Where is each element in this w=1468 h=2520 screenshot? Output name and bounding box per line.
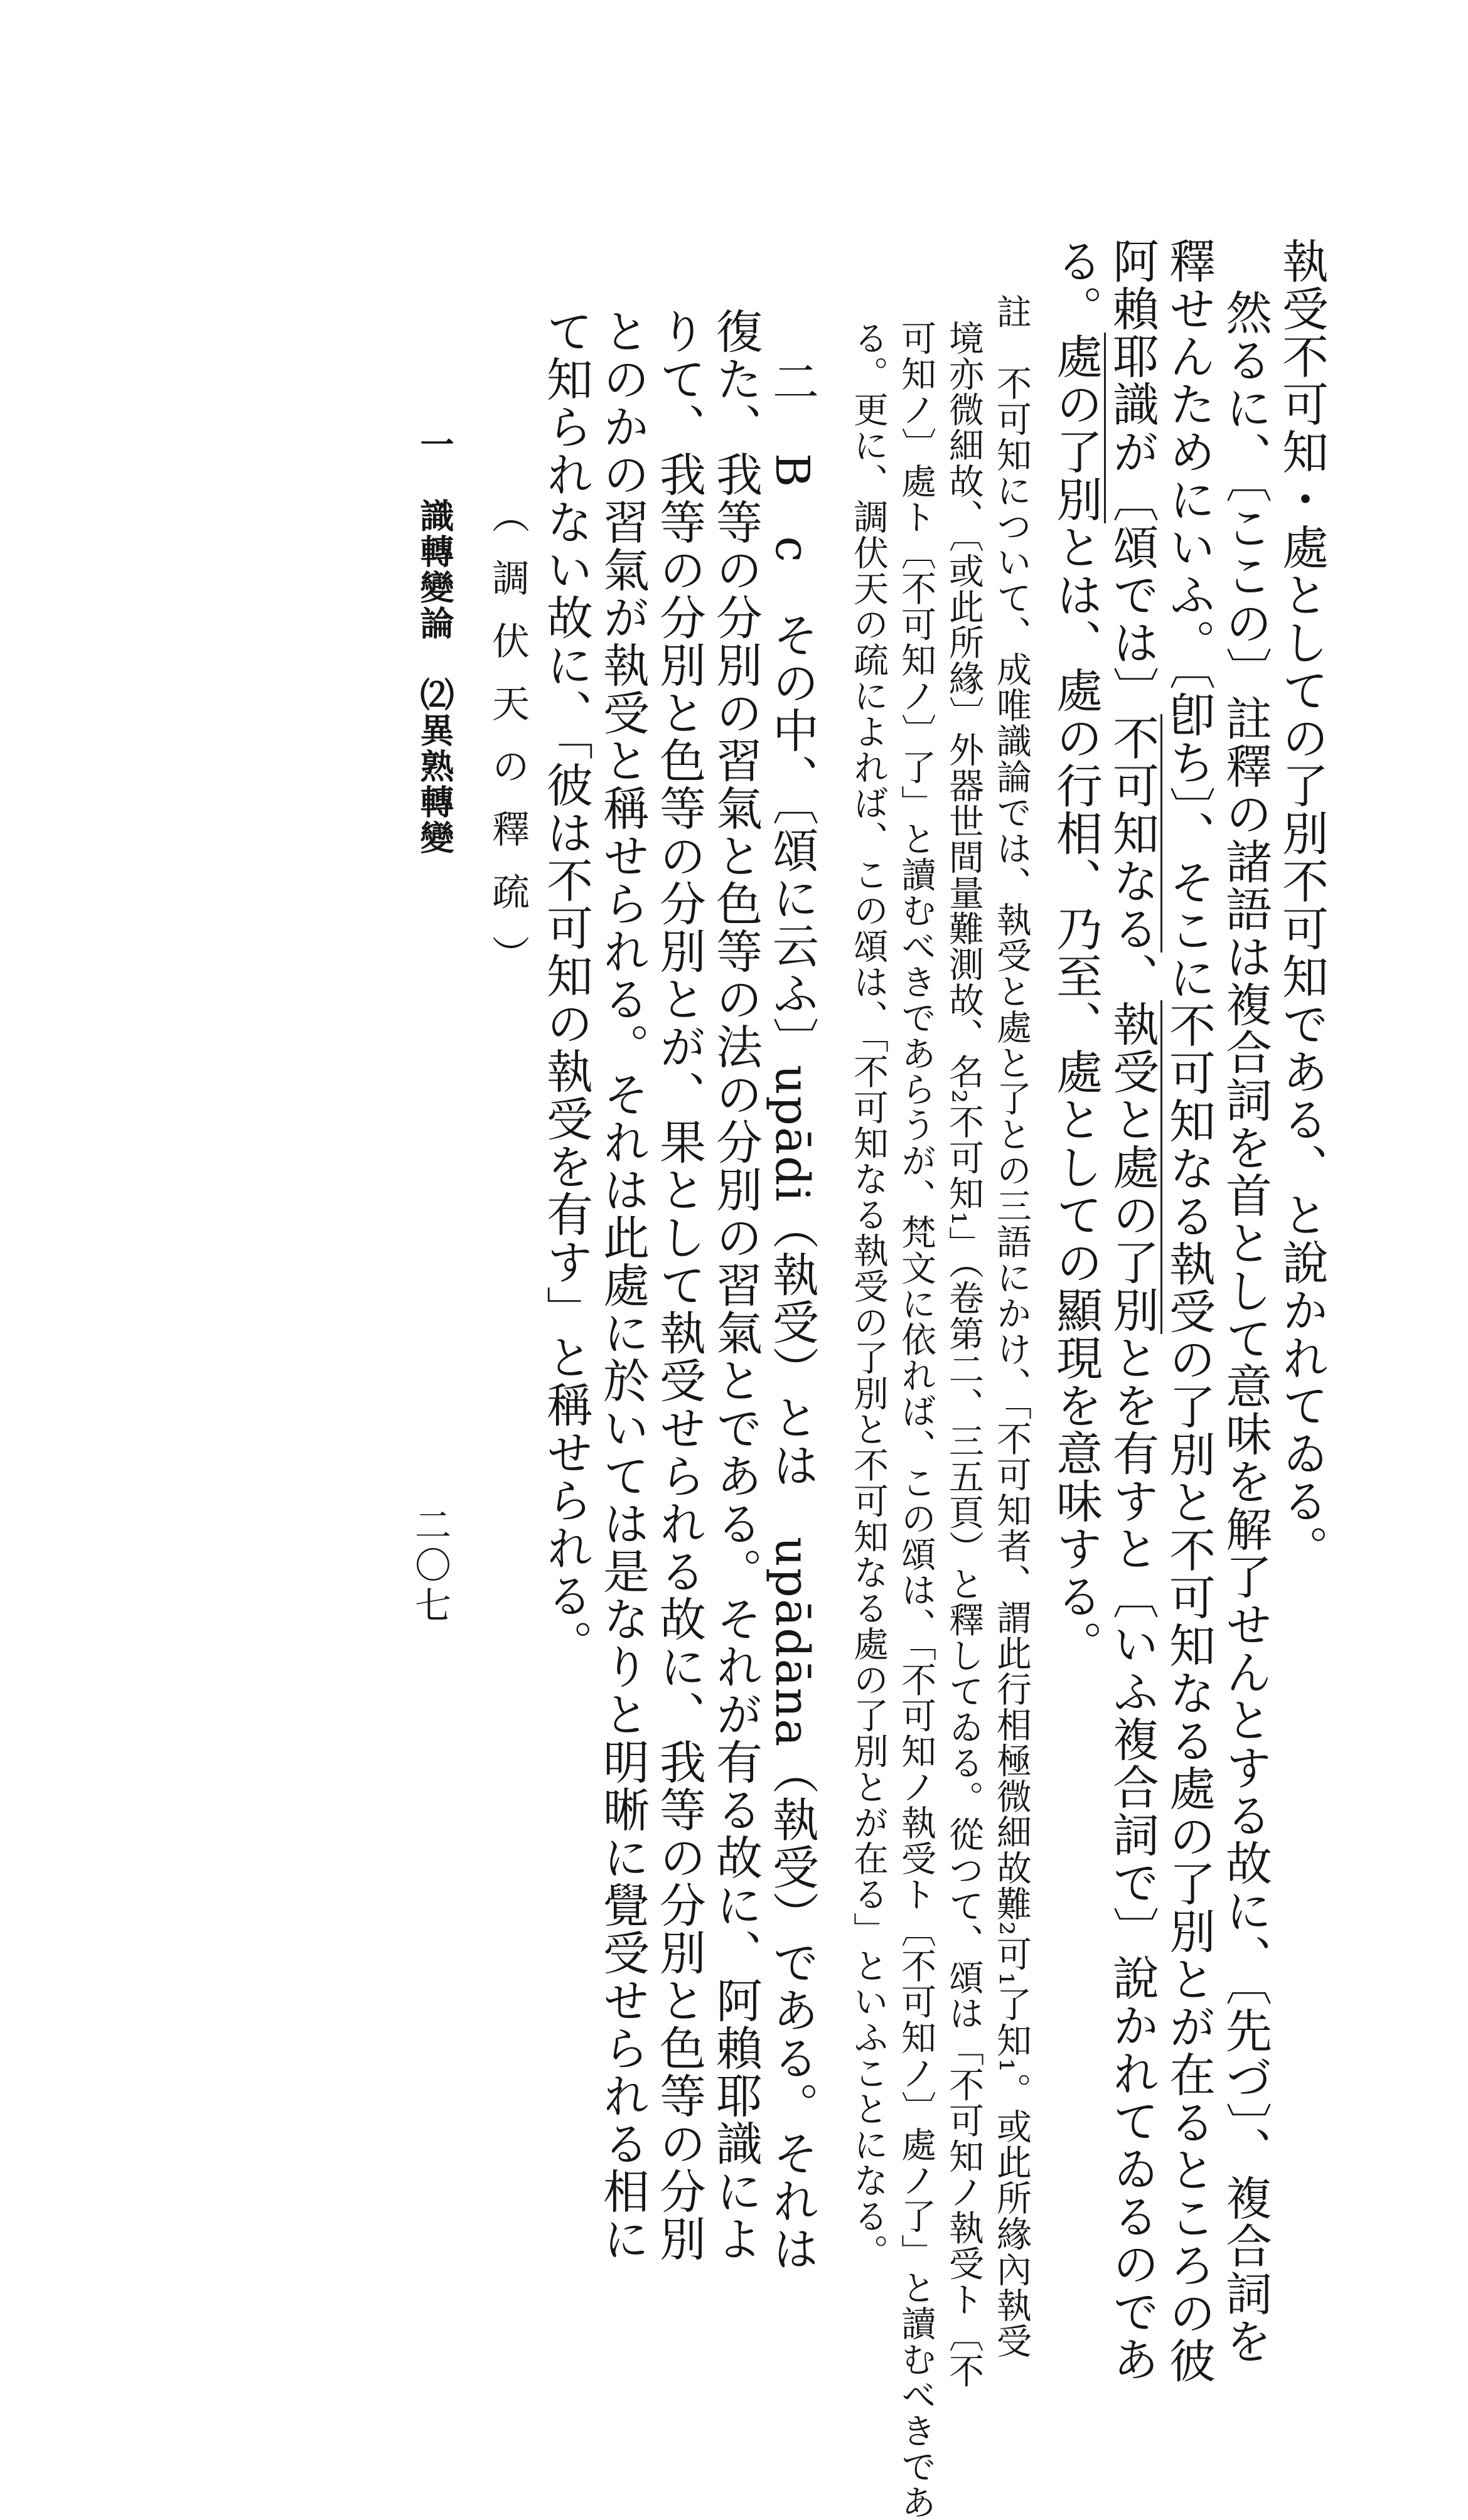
- section-line-3: りて、我等の分別と色等の分別とが、果として執受せられる故に、我等の分別と色等の分別: [652, 307, 706, 2263]
- footnote-line-2: 境亦微細故、〔或此所緣〕外器世間量難測故、名₂不可知₁」（卷第二、三五頁）と釋してゐる。從つて、頌は「不可知ノ執受ト〔不: [943, 320, 984, 2389]
- footnote-line-1: 註 不可知について、成唯識論では、執受と處と了との三語にかけ、「不可知者、謂此行相極微細故難₂可₁了知₁。或此所緣內執受: [991, 294, 1032, 2359]
- footnote-line-3: 可知ノ〕處ト〔不可知ノ〕了」と讀むべきであらうが、梵文に依れば、この頌は、「不可知ノ執受ト〔不可知ノ〕處ノ了」と讀むべきであ: [896, 320, 936, 2520]
- section-heading-line: 二 B c その中、〔頌に云ふ〕upādi（執受）とは upādāna（執受）である。それは: [765, 358, 819, 2273]
- body-line-2: 然るに、〔ここの〕註釋の諸語は複合詞を首として意味を解了せんとする故に、〔先づ〕、複合詞を: [1218, 289, 1272, 2365]
- body-line-4-c: とを有すと〔いふ複合詞で〕說かれてゐるのであ: [1105, 1334, 1159, 2383]
- running-header: 一 識轉變論 ⑵異熟轉變: [415, 427, 454, 856]
- body-line-3: 釋せんためにいふ。〔卽ち〕、そこに不可知なる執受の了別と不可知なる處の了別とが在るところの彼: [1162, 237, 1216, 2384]
- body-line-1: 執受不可知・處としての了別不可知である、と說かれてゐる。: [1275, 237, 1329, 1572]
- body-line-4-underlined-1: 不可知なる: [1105, 714, 1162, 953]
- body-line-5-b: とは、處の行相、乃至、處としての顯現を意味する。: [1049, 523, 1103, 1668]
- section-subtitle: （調伏天の釋疏）: [486, 496, 530, 998]
- section-line-5: て知られない故に、「彼は不可知の執受を有す」と稱せられる。: [539, 307, 593, 1667]
- section-line-4: とのかの習氣が執受と稱せられる。それは此處に於いては是なりと明晰に覺受せられる相に: [596, 307, 650, 2263]
- footnote-line-4: る。更に、調伏天の疏によれば、この頌は、「不可知なる執受の了別と不可知なる處の了別とが在る」といふことになる。: [848, 320, 889, 2270]
- body-line-4-underlined-2: 執受と處の了別: [1105, 1000, 1162, 1334]
- section-line-2: 復た、我等の分別の習氣と色等の法の分別の習氣とである。それが有る故に、阿賴耶識によ: [709, 307, 763, 2263]
- page-number: 二〇七: [409, 1506, 451, 1626]
- body-line-4-a: 阿賴耶識が〔頌では〕: [1105, 237, 1159, 714]
- body-line-5-a: る。: [1049, 237, 1103, 333]
- body-line-5-underlined: 處の了別: [1049, 333, 1106, 523]
- body-line-5: [1049, 237, 1103, 1668]
- body-line-4-b: 、: [1105, 953, 1159, 1000]
- body-line-4: [1105, 237, 1159, 2383]
